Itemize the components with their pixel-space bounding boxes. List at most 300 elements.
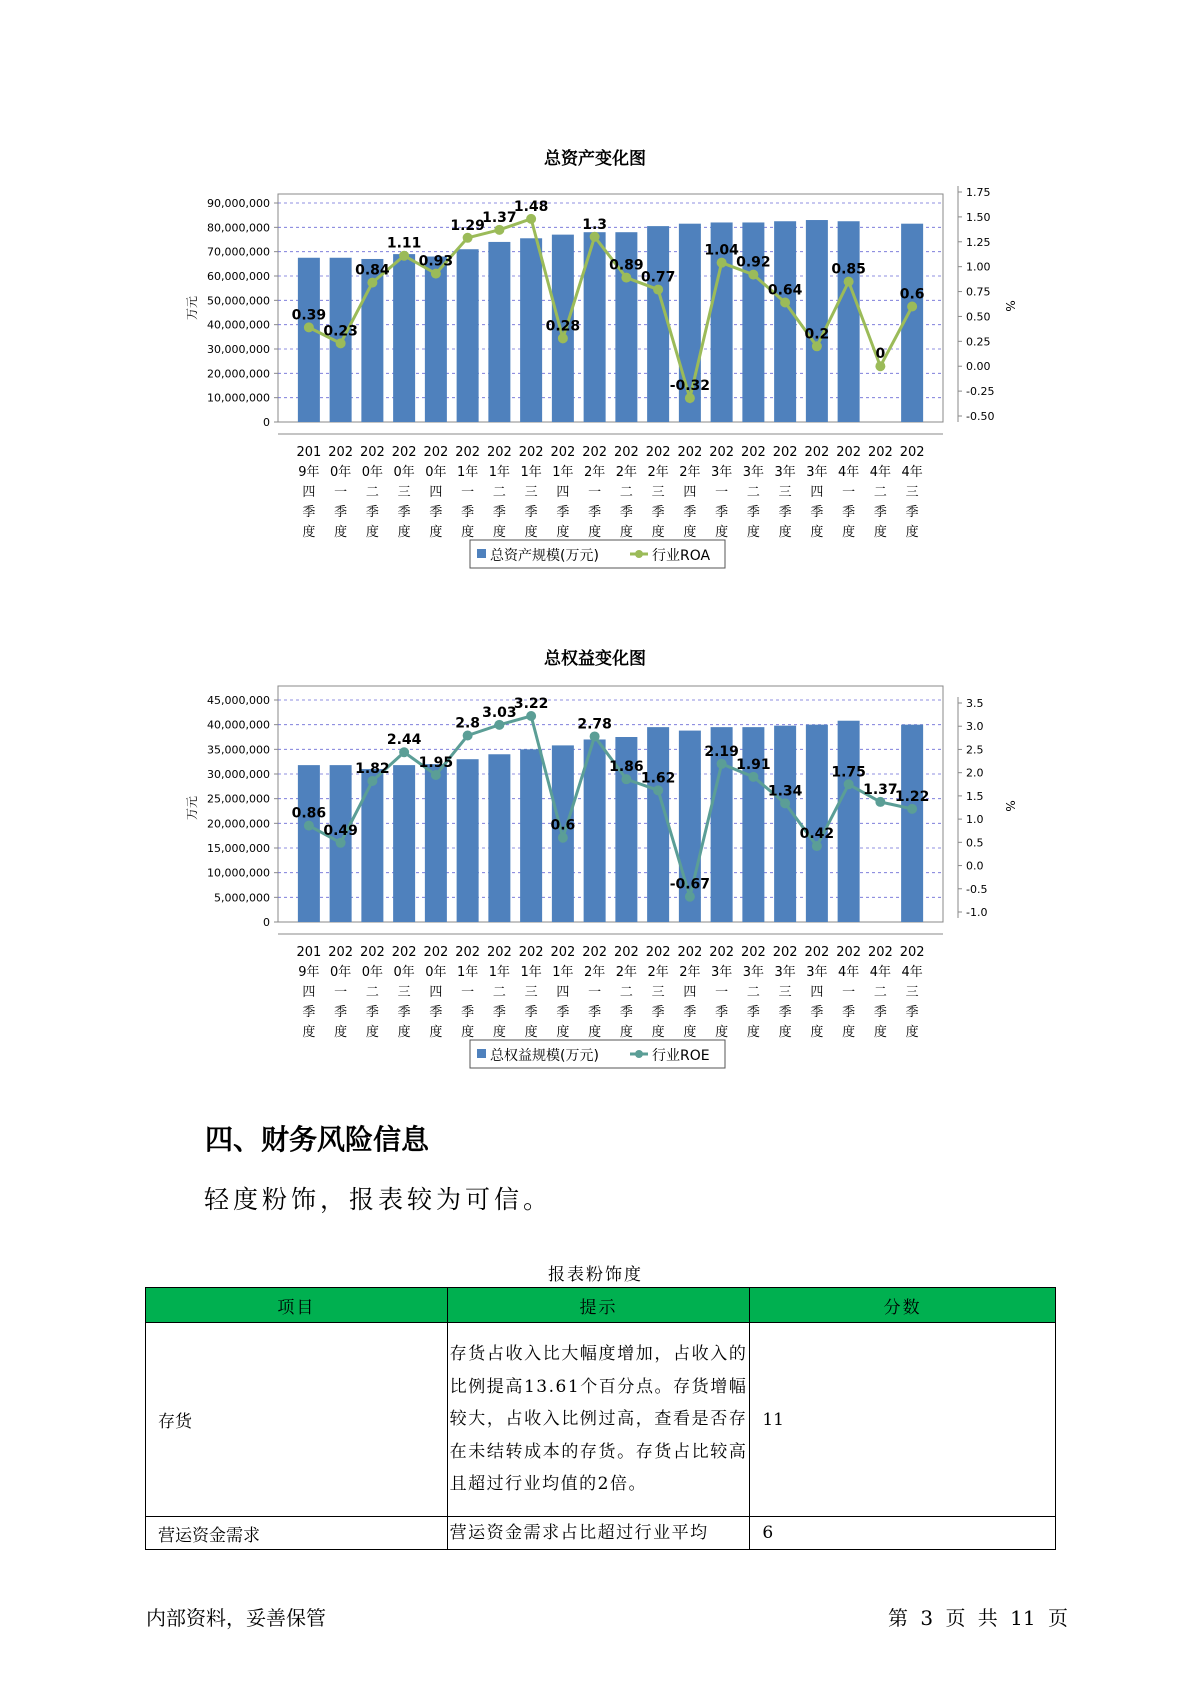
- data-label: 1.29: [450, 217, 485, 234]
- right-axis-label: %: [1003, 800, 1017, 812]
- category-label: 二: [746, 985, 760, 1000]
- category-label: 四: [683, 985, 697, 1000]
- category-label: 季: [588, 1005, 602, 1020]
- data-label: 0.89: [609, 257, 644, 274]
- series-point: [717, 759, 727, 769]
- legend-bar-label: 总资产规模(万元): [490, 548, 599, 564]
- category-label: 202: [423, 945, 449, 960]
- category-label: 季: [492, 1005, 506, 1020]
- category-label: 三: [397, 985, 411, 1000]
- legend-line-marker: [635, 1050, 643, 1058]
- bar: [742, 222, 764, 422]
- category-label: 度: [302, 525, 316, 540]
- category-label: 四: [810, 985, 824, 1000]
- right-tick-label: 0.5: [966, 836, 984, 850]
- right-tick-label: -1.0: [966, 906, 988, 919]
- left-tick-label: 0: [263, 916, 270, 929]
- category-label: 度: [842, 525, 856, 540]
- category-label: 度: [810, 525, 824, 540]
- series-point: [590, 731, 600, 741]
- left-tick-label: 45,000,000: [207, 694, 270, 707]
- category-label: 季: [683, 505, 697, 520]
- category-label: 三: [651, 485, 665, 500]
- category-label: 3年: [774, 465, 796, 480]
- category-label: 季: [715, 1005, 729, 1020]
- right-axis-label: %: [1003, 300, 1017, 312]
- data-label: 1.11: [386, 235, 422, 252]
- chart-total-equity: [0, 640, 1191, 1104]
- series-point: [653, 285, 663, 295]
- category-label: 三: [905, 985, 919, 1000]
- row-hint: 营运资金需求占比超过行业平均: [447, 1517, 750, 1550]
- table-row: [146, 1517, 1056, 1550]
- category-label: 3年: [710, 465, 733, 480]
- chart-total-assets: [0, 140, 1191, 604]
- category-label: 季: [397, 1005, 411, 1020]
- category-label: 季: [905, 505, 919, 520]
- category-label: 一: [842, 485, 856, 500]
- category-label: 4年: [901, 965, 923, 980]
- series-point: [812, 341, 822, 351]
- category-label: 0年: [393, 965, 415, 980]
- category-label: 季: [365, 1005, 379, 1020]
- category-label: 二: [492, 485, 506, 500]
- series-point: [463, 731, 473, 741]
- data-label: 1.3: [582, 216, 608, 233]
- right-tick-label: 0.00: [966, 360, 991, 374]
- left-tick-label: 20,000,000: [207, 367, 270, 381]
- table-row: [146, 1323, 1056, 1517]
- category-label: 度: [715, 525, 729, 540]
- left-tick-label: 40,000,000: [207, 718, 270, 732]
- legend-line-marker: [635, 550, 643, 558]
- category-label: 0年: [329, 465, 352, 480]
- category-label: 202: [486, 445, 512, 460]
- chart-total-equity-svg: [0, 640, 1191, 1100]
- category-label: 9年: [298, 965, 320, 980]
- category-label: 季: [492, 505, 506, 520]
- series-point: [875, 797, 885, 807]
- category-label: 季: [397, 505, 411, 520]
- legend-line-label: 行业ROE: [652, 1048, 710, 1064]
- bar: [806, 220, 828, 422]
- category-label: 季: [842, 505, 856, 520]
- category-label: 一: [842, 985, 856, 1000]
- data-label: 2.44: [386, 732, 422, 749]
- page-number: 第 3 页 共 11 页: [888, 1606, 1068, 1630]
- category-label: 1年: [552, 465, 574, 480]
- data-label: 0.85: [831, 261, 866, 278]
- series-point: [590, 232, 600, 242]
- category-label: 3年: [806, 465, 828, 480]
- category-label: 202: [613, 945, 639, 960]
- right-tick-label: 1.0: [966, 813, 984, 827]
- category-label: 202: [359, 445, 385, 460]
- series-point: [748, 772, 758, 782]
- left-tick-label: 10,000,000: [207, 391, 270, 405]
- category-label: 度: [619, 1025, 633, 1040]
- category-label: 季: [556, 1005, 570, 1020]
- series-point: [399, 251, 409, 261]
- left-tick-label: 80,000,000: [207, 221, 270, 235]
- category-label: 3年: [710, 965, 733, 980]
- category-label: 季: [651, 1005, 665, 1020]
- series-point: [494, 225, 504, 235]
- category-label: 0年: [425, 965, 447, 980]
- category-label: 度: [651, 1025, 665, 1040]
- series-point: [685, 892, 695, 902]
- data-label: -0.67: [669, 876, 711, 893]
- category-label: 季: [429, 505, 443, 520]
- data-label: 0.6: [550, 817, 576, 834]
- category-label: 二: [492, 985, 506, 1000]
- bar: [425, 764, 447, 922]
- category-label: 季: [461, 505, 475, 520]
- left-tick-label: 25,000,000: [207, 792, 270, 806]
- data-label: 3.03: [482, 704, 517, 721]
- category-label: 二: [873, 485, 887, 500]
- category-label: 三: [778, 485, 792, 500]
- bar: [647, 727, 669, 922]
- data-label: 1.82: [355, 761, 390, 778]
- category-label: 202: [867, 445, 893, 460]
- left-tick-label: 20,000,000: [207, 817, 270, 831]
- category-label: 度: [651, 525, 665, 540]
- category-label: 度: [715, 1025, 729, 1040]
- left-tick-label: 40,000,000: [207, 318, 270, 332]
- header-hint: 提示: [447, 1288, 750, 1323]
- category-label: 202: [391, 945, 417, 960]
- right-tick-label: 0.25: [966, 335, 991, 349]
- category-label: 度: [683, 525, 697, 540]
- series-point: [367, 278, 377, 288]
- category-label: 202: [486, 945, 512, 960]
- series-point: [367, 776, 377, 786]
- data-label: 1.37: [482, 209, 517, 226]
- category-label: 2年: [615, 465, 638, 480]
- category-label: 0年: [425, 465, 447, 480]
- category-label: 三: [651, 985, 665, 1000]
- category-label: 度: [778, 525, 792, 540]
- category-label: 度: [365, 1025, 379, 1040]
- data-label: 1.62: [640, 770, 676, 787]
- category-label: 四: [302, 485, 316, 500]
- legend-bar-swatch: [477, 549, 486, 558]
- category-label: 度: [746, 525, 760, 540]
- category-label: 2年: [583, 965, 606, 980]
- bar: [298, 258, 320, 422]
- category-label: 202: [423, 445, 449, 460]
- bar: [425, 257, 447, 422]
- category-label: 度: [397, 525, 411, 540]
- category-label: 度: [397, 1025, 411, 1040]
- category-label: 二: [619, 485, 633, 500]
- category-label: 四: [556, 485, 570, 500]
- category-label: 202: [518, 945, 544, 960]
- category-label: 一: [334, 485, 348, 500]
- left-tick-label: 5,000,000: [214, 891, 270, 905]
- data-label: 0.6: [899, 286, 925, 303]
- data-label: 0.84: [355, 262, 390, 279]
- right-tick-label: 1.00: [966, 260, 991, 274]
- category-label: 202: [391, 445, 417, 460]
- row-item: 营运资金需求: [146, 1517, 448, 1550]
- data-label: 2.78: [577, 716, 612, 733]
- series-point: [431, 770, 441, 780]
- series-point: [844, 779, 854, 789]
- category-label: 202: [804, 445, 830, 460]
- category-label: 季: [778, 1005, 792, 1020]
- series-point: [526, 711, 536, 721]
- category-label: 202: [582, 445, 608, 460]
- header-score: 分数: [750, 1288, 1056, 1323]
- series-point: [399, 747, 409, 757]
- category-label: 三: [524, 485, 538, 500]
- section-title: 四、财务风险信息: [205, 1123, 430, 1156]
- category-label: 202: [455, 945, 481, 960]
- category-label: 202: [550, 945, 576, 960]
- category-label: 度: [524, 525, 538, 540]
- category-label: 202: [645, 445, 671, 460]
- chart-title: 总权益变化图: [544, 649, 646, 669]
- category-label: 一: [334, 985, 348, 1000]
- table-header-row: [146, 1288, 1056, 1323]
- category-label: 201: [296, 445, 322, 460]
- series-point: [812, 841, 822, 851]
- bar: [584, 739, 606, 922]
- category-label: 季: [778, 505, 792, 520]
- category-label: 一: [461, 985, 475, 1000]
- data-label: 0.93: [418, 253, 454, 270]
- category-label: 季: [905, 1005, 919, 1020]
- category-label: 202: [550, 445, 576, 460]
- series-point: [748, 270, 758, 280]
- category-label: 季: [524, 505, 538, 520]
- category-label: 202: [709, 945, 735, 960]
- category-label: 度: [524, 1025, 538, 1040]
- category-label: 一: [461, 485, 475, 500]
- category-label: 9年: [298, 465, 320, 480]
- bar: [488, 754, 510, 922]
- series-point: [494, 720, 504, 730]
- bar: [393, 254, 415, 422]
- right-tick-label: 1.50: [966, 210, 991, 224]
- left-tick-label: 35,000,000: [207, 743, 270, 757]
- data-label: 0.42: [799, 826, 835, 843]
- category-label: 季: [556, 505, 570, 520]
- category-label: 季: [429, 1005, 443, 1020]
- right-tick-label: 1.25: [966, 235, 991, 249]
- risk-table: [145, 1287, 1056, 1550]
- category-label: 202: [804, 945, 830, 960]
- category-label: 季: [334, 505, 348, 520]
- data-label: 0.39: [291, 307, 327, 324]
- data-label: -0.32: [669, 378, 711, 395]
- category-label: 四: [810, 485, 824, 500]
- category-label: 季: [302, 1005, 316, 1020]
- category-label: 季: [651, 505, 665, 520]
- left-tick-label: 30,000,000: [207, 768, 270, 781]
- left-tick-label: 15,000,000: [207, 842, 270, 855]
- category-label: 度: [334, 525, 348, 540]
- category-label: 三: [524, 985, 538, 1000]
- category-label: 202: [899, 945, 925, 960]
- left-axis-label: 万元: [185, 295, 199, 321]
- category-label: 度: [492, 525, 506, 540]
- data-label: 0.28: [545, 318, 581, 335]
- category-label: 1年: [456, 965, 479, 980]
- left-tick-label: 70,000,000: [207, 245, 270, 259]
- data-label: 0: [875, 346, 886, 363]
- series-point: [336, 838, 346, 848]
- series-point: [463, 233, 473, 243]
- category-label: 202: [740, 945, 766, 960]
- legend-line-label: 行业ROA: [652, 548, 711, 564]
- bar: [488, 242, 510, 422]
- category-label: 度: [365, 525, 379, 540]
- bar: [457, 249, 479, 422]
- category-label: 2年: [679, 465, 701, 480]
- bar: [774, 726, 796, 922]
- category-label: 0年: [361, 465, 384, 480]
- category-label: 二: [365, 485, 379, 500]
- category-label: 一: [588, 485, 602, 500]
- category-label: 四: [683, 485, 697, 500]
- right-tick-label: 3.0: [966, 720, 984, 734]
- category-label: 度: [461, 1025, 475, 1040]
- footer-note: 内部资料，妥善保管: [146, 1606, 326, 1630]
- data-label: 1.86: [609, 759, 644, 776]
- category-label: 季: [524, 1005, 538, 1020]
- category-label: 202: [677, 445, 703, 460]
- row-hint: 存货占收入比大幅度增加，占收入的比例提高13.61个百分点。存货增幅较大，占收入比例过高，查看是否存在未结转成本的存货。存货占比较高且超过行业均值的2倍。: [447, 1323, 750, 1517]
- bar: [361, 769, 383, 922]
- series-point: [907, 301, 917, 311]
- series-point: [653, 785, 663, 795]
- bar: [838, 221, 860, 422]
- bar: [298, 765, 320, 922]
- category-label: 度: [842, 1025, 856, 1040]
- category-label: 一: [715, 985, 729, 1000]
- right-tick-label: -0.25: [966, 385, 995, 399]
- category-label: 二: [365, 985, 379, 1000]
- series-point: [685, 393, 695, 403]
- category-label: 2年: [647, 965, 669, 980]
- category-label: 季: [683, 1005, 697, 1020]
- series-point: [780, 798, 790, 808]
- left-tick-label: 60,000,000: [207, 270, 270, 283]
- category-label: 0年: [393, 465, 415, 480]
- right-tick-label: 2.5: [966, 743, 984, 757]
- series-point: [621, 273, 631, 283]
- category-label: 202: [709, 445, 735, 460]
- category-label: 三: [397, 485, 411, 500]
- category-label: 四: [556, 985, 570, 1000]
- category-label: 1年: [520, 965, 542, 980]
- category-label: 季: [715, 505, 729, 520]
- series-point: [526, 214, 536, 224]
- left-tick-label: 50,000,000: [207, 294, 270, 308]
- category-label: 4年: [837, 465, 860, 480]
- category-label: 1年: [488, 465, 511, 480]
- data-label: 1.22: [894, 788, 930, 805]
- category-label: 2年: [647, 465, 669, 480]
- category-label: 三: [778, 985, 792, 1000]
- data-label: 0.23: [323, 323, 358, 340]
- category-label: 度: [302, 1025, 316, 1040]
- series-point: [304, 322, 314, 332]
- right-tick-label: 0.0: [966, 859, 984, 873]
- category-label: 二: [746, 485, 760, 500]
- category-label: 0年: [329, 965, 352, 980]
- data-label: 1.04: [704, 242, 739, 259]
- data-label: 1.37: [863, 781, 898, 798]
- left-tick-label: 90,000,000: [207, 197, 270, 210]
- category-label: 2年: [679, 965, 701, 980]
- data-label: 0.92: [736, 254, 771, 271]
- category-label: 季: [810, 505, 824, 520]
- category-label: 202: [836, 445, 862, 460]
- category-label: 季: [588, 505, 602, 520]
- category-label: 度: [334, 1025, 348, 1040]
- series-point: [844, 277, 854, 287]
- series-point: [780, 298, 790, 308]
- category-label: 3年: [774, 965, 796, 980]
- left-tick-label: 30,000,000: [207, 343, 270, 356]
- category-label: 度: [746, 1025, 760, 1040]
- category-label: 一: [588, 985, 602, 1000]
- category-label: 1年: [520, 465, 542, 480]
- table-caption: 报表粉饰度: [548, 1265, 643, 1285]
- right-tick-label: 0.50: [966, 310, 991, 324]
- data-label: 1.95: [418, 754, 454, 771]
- category-label: 3年: [742, 465, 765, 480]
- category-label: 2年: [583, 465, 606, 480]
- category-label: 季: [619, 1005, 633, 1020]
- bar: [520, 238, 542, 422]
- category-label: 度: [492, 1025, 506, 1040]
- category-label: 4年: [901, 465, 923, 480]
- category-label: 季: [746, 505, 760, 520]
- series-point: [304, 821, 314, 831]
- legend-bar-swatch: [477, 1049, 486, 1058]
- category-label: 202: [359, 945, 385, 960]
- data-label: 0.49: [323, 822, 358, 839]
- category-label: 度: [683, 1025, 697, 1040]
- row-score: 6: [750, 1517, 1056, 1550]
- header-item: 项目: [146, 1288, 448, 1323]
- category-label: 201: [296, 945, 322, 960]
- category-label: 202: [613, 445, 639, 460]
- category-label: 202: [867, 945, 893, 960]
- right-tick-label: 1.5: [966, 789, 984, 803]
- data-label: 0.86: [291, 805, 327, 822]
- category-label: 1年: [488, 965, 511, 980]
- data-label: 2.19: [704, 743, 739, 760]
- series-point: [875, 361, 885, 371]
- category-label: 一: [715, 485, 729, 500]
- data-label: 2.8: [455, 715, 481, 732]
- series-point: [558, 833, 568, 843]
- category-label: 季: [365, 505, 379, 520]
- category-label: 度: [810, 1025, 824, 1040]
- right-tick-label: 0.75: [966, 285, 991, 299]
- category-label: 度: [905, 1025, 919, 1040]
- category-label: 四: [429, 485, 443, 500]
- row-item: 存货: [146, 1323, 448, 1517]
- left-tick-label: 0: [263, 416, 270, 429]
- left-tick-label: 10,000,000: [207, 866, 270, 880]
